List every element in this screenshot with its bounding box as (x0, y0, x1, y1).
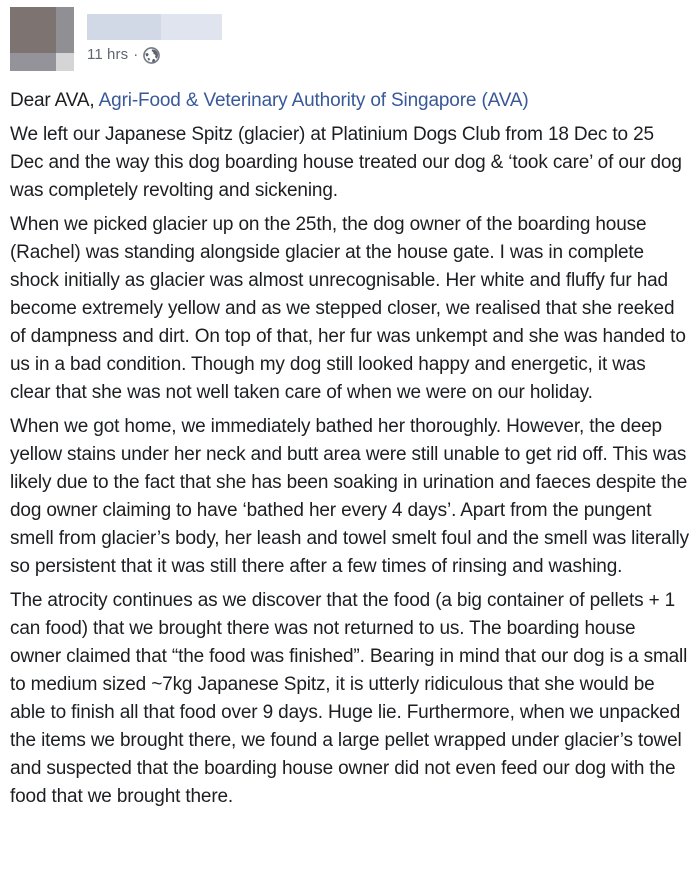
mention-link-ava[interactable]: Agri-Food & Veterinary Authority of Singapore (AVA) (98, 90, 529, 111)
dot-separator: · (133, 46, 139, 63)
avatar-pixel-block (10, 53, 56, 71)
post-paragraph: When we got home, we immediately bathed her thoroughly. However, the deep yellow stains under her neck and butt area were still unable to get rid off. This was likely due to the fact that she has been soaking in urination and faeces despite the dog owner claiming to have ‘bathed her every 4 days’. Apart from the pungent smell from glacier’s body, her leash and towel smelt foul and the smell was literally so persistent that it was still there after a few times of rinsing and washing. (10, 416, 689, 577)
post-header (10, 7, 689, 71)
avatar[interactable] (10, 7, 74, 71)
header-info (87, 7, 222, 64)
avatar-pixel-block (56, 53, 74, 71)
redaction-block (161, 14, 222, 40)
avatar-pixel-block (56, 7, 74, 53)
salutation-text: Dear AVA, (10, 90, 99, 111)
post-paragraph: When we picked glacier up on the 25th, the dog owner of the boarding house (Rachel) was standing alongside glacier at the house gate. I was in complete shock initially as glacier was almost unrecognisable. Her white and fluffy fur had become extremely yellow and as we stepped closer, we realised that she reeked of dampness and dirt. On top of that, her fur was unkempt and she was handed to us in a bad condition. Though my dog still looked happy and energetic, it was clear that she was not well taken care of when we were on our holiday. (10, 214, 686, 403)
globe-icon (143, 47, 160, 64)
salutation-line (10, 87, 689, 115)
redacted-author-name[interactable] (87, 14, 222, 40)
avatar-pixel-block (10, 7, 56, 53)
post-paragraph: We left our Japanese Spitz (glacier) at Platinium Dogs Club from 18 Dec to 25 Dec and the way this dog boarding house treated our dog & ‘took care’ of our dog was completely revolting and sickening. (10, 124, 682, 201)
timestamp-link[interactable] (87, 46, 222, 64)
post-paragraph: The atrocity continues as we discover that the food (a big container of pellets + 1 can food) that we brought there was not returned to us. The boarding house owner claimed that “the food was finished”. Bearing in mind that our dog is a small to medium sized ~7kg Japanese Spitz, it is utterly ridiculous that she would be able to finish all that food over 9 days. Huge lie. Furthermore, when we unpacked the items we brought there, we found a large pellet wrapped under glacier’s towel and suspected that the boarding house owner did not even feed our dog with the food that we brought there. (10, 590, 688, 807)
post-body (10, 87, 689, 811)
timestamp: 11 hrs (87, 46, 129, 63)
redaction-block (87, 14, 161, 40)
